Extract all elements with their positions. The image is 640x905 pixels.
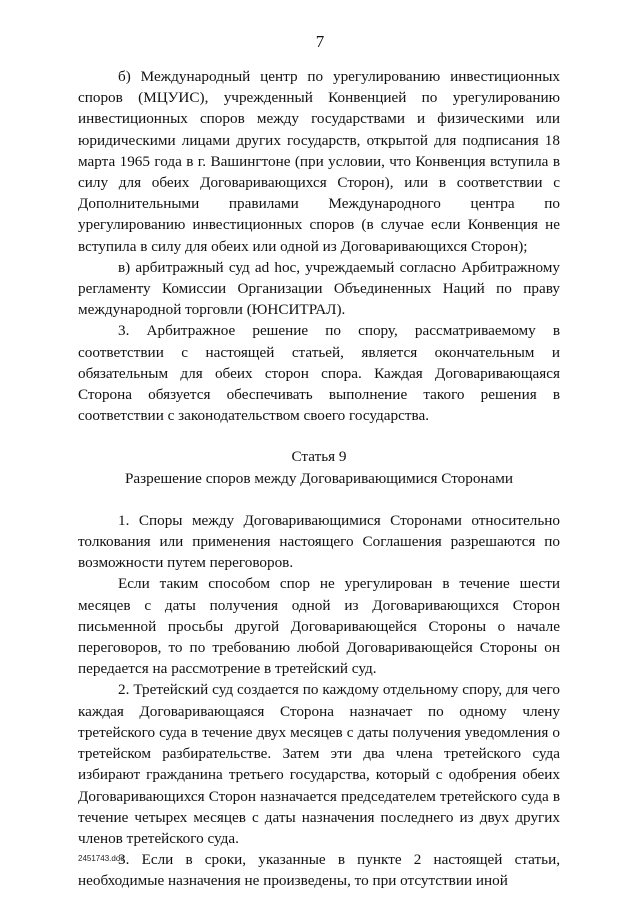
paragraph-item-3: 3. Арбитражное решение по спору, рассматриваемому в соответствии с настоящей статьей, является окончательным и обязательным для обеих сторон спора. Каждая Договаривающаяся Сторона обязуется обеспечивать выполнение такого решения в соответствии с законодательством своего государства. bbox=[78, 322, 560, 425]
article-number: Статья 9 bbox=[291, 448, 347, 466]
paragraph-article-item-3: 3. Если в сроки, указанные в пункте 2 настоящей статьи, необходимые назначения не произведены, то при отсутствии иной bbox=[78, 851, 560, 890]
spacer bbox=[78, 489, 560, 510]
article-heading bbox=[78, 446, 560, 488]
paragraph-clause-v: в) арбитражный суд ad hoc, учреждаемый согласно Арбитражному регламенту Комиссии Организации Объединенных Наций по праву международной торговли (ЮНСИТРАЛ). bbox=[78, 258, 560, 319]
page-number: 7 bbox=[315, 32, 325, 51]
article-title: Разрешение споров между Договаривающимися Сторонами bbox=[124, 469, 514, 487]
paragraph-clause-b: б) Международный центр по урегулированию инвестиционных споров (МЦУИС), учрежденный Конвенцией по урегулированию инвестиционных споров между государствами и физическими или юридическими лицами других государств, открытой для подписания 18 марта 1965 года в г. Вашингтоне (при условии, что Конвенция вступила в силу для обеих Договаривающихся Сторон), или в соответствии с Дополнительными правилами Международного центра по урегулированию инвестиционных споров (в случае если Конвенция не вступила в силу для обеих или одной из Договаривающихся Сторон); bbox=[78, 68, 560, 255]
paragraph-article-continuation: Если таким способом спор не урегулирован в течение шести месяцев с даты получения одной из Договаривающихся Сторон письменной просьбы другой Договаривающейся Стороны о начале переговоров, то по требованию любой Договаривающейся Стороны он передается на рассмотрение в третейский суд. bbox=[78, 575, 560, 678]
paragraph-article-item-1: 1. Споры между Договаривающимися Сторонами относительно толкования или применения настоящего Соглашения разрешаются по возможности путем переговоров. bbox=[78, 511, 560, 572]
paragraph-article-item-2: 2. Третейский суд создается по каждому отдельному спору, для чего каждая Договаривающаяся Сторона назначает по одному члену третейского суда в течение двух месяцев с даты получения уведомления о третейском разбирательстве. Затем эти два члена третейского суда избирают гражданина третьего государства, который с одобрения обеих Договаривающихся Сторон назначается председателем третейского суда в течение четырех месяцев с даты назначения последнего из двух других членов третейского суда. bbox=[78, 681, 560, 847]
document-filename: 2451743.doc bbox=[78, 854, 125, 863]
document-body bbox=[78, 66, 560, 892]
